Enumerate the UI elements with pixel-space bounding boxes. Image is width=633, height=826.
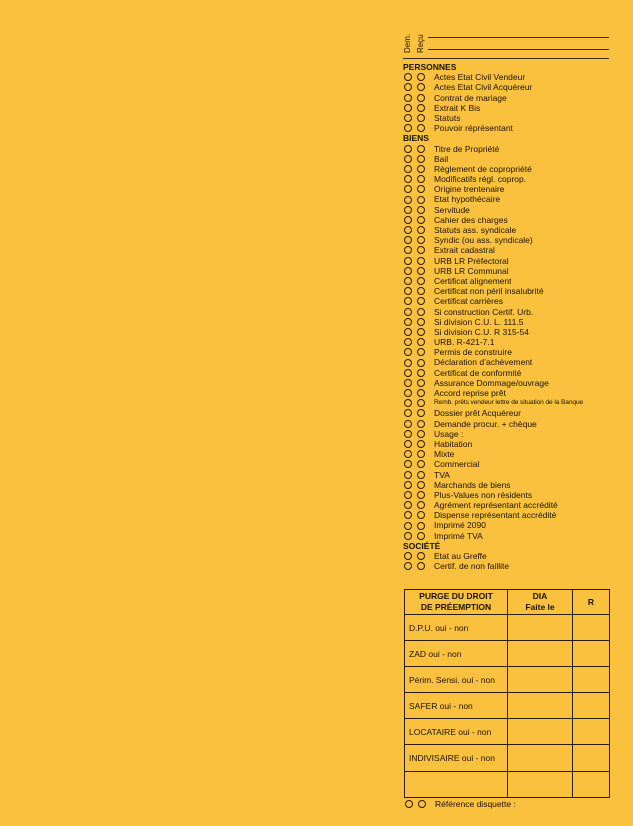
dia-date-cell[interactable] bbox=[508, 615, 573, 641]
checklist-item bbox=[403, 419, 615, 429]
checklist-item-label: Cahier des charges bbox=[434, 214, 508, 225]
checklist-item-label: Déclaration d’achèvement bbox=[434, 357, 533, 368]
requested-circle-icon[interactable] bbox=[404, 369, 412, 377]
received-circle-icon[interactable] bbox=[417, 308, 425, 316]
received-circle-icon[interactable] bbox=[417, 145, 425, 153]
requested-circle-icon[interactable] bbox=[404, 359, 412, 367]
requested-circle-icon[interactable] bbox=[404, 206, 412, 214]
received-circle-icon[interactable] bbox=[417, 501, 425, 509]
requested-circle-icon[interactable] bbox=[404, 440, 412, 448]
preemption-label: LOCATAIRE oui - non bbox=[405, 719, 508, 745]
received-circle-icon[interactable] bbox=[417, 511, 425, 519]
requested-circle-icon[interactable] bbox=[404, 328, 412, 336]
checklist-item bbox=[403, 256, 615, 266]
checklist-item-label: Marchands de biens bbox=[434, 479, 511, 490]
received-circle-icon[interactable] bbox=[417, 196, 425, 204]
checklist-item-label: Habitation bbox=[434, 438, 473, 449]
requested-circle-icon[interactable] bbox=[404, 277, 412, 285]
checklist-item-label: Actes Etat Civil Vendeur bbox=[434, 72, 526, 83]
checklist-item-label: Certificat carrières bbox=[434, 296, 503, 307]
received-circle-icon[interactable] bbox=[417, 257, 425, 265]
r-header: R bbox=[573, 590, 610, 615]
dia-date-cell[interactable] bbox=[508, 667, 573, 693]
received-circle-icon[interactable] bbox=[417, 185, 425, 193]
checklist-item-label: Si division C.U. R 315-54 bbox=[434, 326, 529, 337]
table-row bbox=[405, 771, 610, 797]
requested-circle-icon[interactable] bbox=[404, 124, 412, 132]
requested-circle-icon[interactable] bbox=[404, 114, 412, 122]
checklist-item-label: URB LR Préfectoral bbox=[434, 255, 509, 266]
checklist-item-label: Certificat alignement bbox=[434, 275, 512, 286]
write-line bbox=[428, 37, 609, 38]
checklist-item-label: Statuts ass. syndicale bbox=[434, 225, 517, 235]
table-row bbox=[405, 615, 610, 641]
requested-circle-icon[interactable] bbox=[404, 165, 412, 173]
dia-date-cell[interactable] bbox=[508, 641, 573, 667]
checklist-item bbox=[403, 164, 615, 174]
checklist-item-label: Remb. prêts vendeur lettre de situation de la Banque bbox=[434, 399, 584, 407]
checklist-item-label: Permis de construire bbox=[434, 347, 512, 358]
checklist-item bbox=[403, 429, 615, 439]
checklist-item-label: URB. R-421-7.1 bbox=[434, 337, 495, 348]
received-circle-icon[interactable] bbox=[417, 369, 425, 377]
checklist-panel bbox=[403, 28, 615, 571]
checklist-item bbox=[403, 408, 615, 418]
dia-date-cell[interactable] bbox=[508, 719, 573, 745]
checklist-item bbox=[403, 480, 615, 490]
checklist-item-label: Certif. de non faillite bbox=[434, 561, 510, 572]
received-circle-icon[interactable] bbox=[417, 338, 425, 346]
checklist-item-label: Modificatifs régl. coprop. bbox=[434, 174, 527, 185]
checklist-item bbox=[403, 205, 615, 215]
received-circle-icon[interactable] bbox=[417, 124, 425, 132]
checklist-item-label: Bail bbox=[434, 153, 449, 164]
checklist-item bbox=[403, 307, 615, 317]
preemption-label: ZAD oui - non bbox=[405, 641, 508, 667]
checklist-item-label: Imprimé TVA bbox=[434, 530, 483, 541]
checklist-item-label: Accord reprise prêt bbox=[434, 388, 506, 398]
received-circle-icon[interactable] bbox=[417, 450, 425, 458]
received-circle-icon[interactable] bbox=[417, 552, 425, 560]
checklist-item bbox=[403, 327, 615, 337]
r-cell[interactable] bbox=[573, 771, 610, 797]
checklist-item bbox=[403, 194, 615, 204]
received-circle-icon[interactable] bbox=[417, 104, 425, 112]
requested-circle-icon[interactable] bbox=[404, 236, 412, 244]
received-circle-icon[interactable] bbox=[417, 440, 425, 448]
write-line bbox=[428, 49, 609, 50]
received-circle-icon[interactable] bbox=[417, 267, 425, 275]
checklist-item-label: Etat hypothécaire bbox=[434, 194, 501, 205]
received-circle-icon[interactable] bbox=[417, 236, 425, 244]
checklist-item-label: Agrément représentant accrédité bbox=[434, 500, 558, 511]
checklist-item bbox=[403, 266, 615, 276]
received-circle-icon[interactable] bbox=[417, 399, 425, 407]
checklist-item-label: Dossier prêt Acquéreur bbox=[434, 408, 521, 419]
received-circle-icon[interactable] bbox=[417, 460, 425, 468]
received-circle-icon[interactable] bbox=[417, 481, 425, 489]
checklist-item-label: Plus-Values non résidents bbox=[434, 489, 533, 500]
received-circle-icon[interactable] bbox=[417, 318, 425, 326]
checklist-item-label: Certificat de conformité bbox=[434, 367, 522, 378]
checklist-item bbox=[403, 551, 615, 561]
preemption-label: Périm. Sensi. oui - non bbox=[405, 667, 508, 693]
checklist-item bbox=[403, 337, 615, 347]
received-circle-icon[interactable] bbox=[417, 348, 425, 356]
requested-circle-icon[interactable] bbox=[404, 104, 412, 112]
requested-circle-icon[interactable] bbox=[404, 94, 412, 102]
checklist-item bbox=[403, 347, 615, 357]
received-circle-icon[interactable] bbox=[417, 420, 425, 428]
checklist-item bbox=[403, 439, 615, 449]
circle-checkbox-icon[interactable] bbox=[405, 800, 413, 808]
checklist-item bbox=[403, 93, 615, 103]
requested-circle-icon[interactable] bbox=[404, 511, 412, 519]
requested-circle-icon[interactable] bbox=[404, 409, 412, 417]
requested-circle-icon[interactable] bbox=[404, 318, 412, 326]
checklist-item bbox=[403, 357, 615, 367]
disk-reference-row bbox=[404, 799, 516, 809]
requested-circle-icon[interactable] bbox=[404, 348, 412, 356]
dia-date-cell[interactable] bbox=[508, 771, 573, 797]
requested-circle-icon[interactable] bbox=[404, 399, 412, 407]
checklist-item-label: Statuts bbox=[434, 112, 461, 123]
checklist-item bbox=[403, 154, 615, 164]
checklist-item bbox=[403, 276, 615, 286]
requested-circle-icon[interactable] bbox=[404, 287, 412, 295]
checklist-item bbox=[403, 82, 615, 92]
requested-circle-icon[interactable] bbox=[404, 216, 412, 224]
requested-circle-icon[interactable] bbox=[404, 308, 412, 316]
requested-circle-icon[interactable] bbox=[404, 226, 412, 234]
requested-circle-icon[interactable] bbox=[404, 491, 412, 499]
table-row bbox=[405, 719, 610, 745]
checklist-item bbox=[403, 459, 615, 469]
checklist-item-label: Syndic (ou ass. syndicale) bbox=[434, 235, 533, 246]
checklist-item bbox=[403, 296, 615, 306]
checklist-item bbox=[403, 215, 615, 225]
requested-circle-icon[interactable] bbox=[404, 155, 412, 163]
requested-circle-icon[interactable] bbox=[404, 338, 412, 346]
checklist-item-label: Certificat non péril insalubrité bbox=[434, 286, 544, 297]
checklist-item bbox=[403, 245, 615, 255]
received-circle-icon[interactable] bbox=[417, 287, 425, 295]
requested-circle-icon[interactable] bbox=[404, 73, 412, 81]
checklist-item bbox=[403, 378, 615, 388]
requested-circle-icon[interactable] bbox=[404, 471, 412, 479]
checklist-item bbox=[403, 561, 615, 571]
requested-circle-icon[interactable] bbox=[404, 562, 412, 570]
checklist-item bbox=[403, 184, 615, 194]
received-circle-icon[interactable] bbox=[417, 226, 425, 234]
requested-circle-icon[interactable] bbox=[404, 196, 412, 204]
checklist-item-label: TVA bbox=[434, 469, 450, 480]
checklist-item-label: Si division C.U. L. 111.5 bbox=[434, 316, 524, 327]
checklist-item-label: Pouvoir réprésentant bbox=[434, 123, 513, 134]
checklist-item bbox=[403, 470, 615, 480]
checklist-item-label: Actes Etat Civil Acquéreur bbox=[434, 82, 533, 93]
received-circle-icon[interactable] bbox=[417, 430, 425, 438]
r-cell[interactable] bbox=[573, 641, 610, 667]
checklist-item bbox=[403, 103, 615, 113]
requested-circle-icon[interactable] bbox=[404, 389, 412, 397]
requested-circle-icon[interactable] bbox=[404, 257, 412, 265]
requested-circle-icon[interactable] bbox=[404, 481, 412, 489]
requested-circle-icon[interactable] bbox=[404, 379, 412, 387]
checklist-item-label: Extrait K Bis bbox=[434, 102, 481, 113]
preemption-table bbox=[404, 589, 610, 798]
requested-circle-icon[interactable] bbox=[404, 552, 412, 560]
section-title: PERSONNES bbox=[403, 62, 457, 72]
checklist-item-label: Titre de Propriété bbox=[434, 143, 500, 154]
r-cell[interactable] bbox=[573, 693, 610, 719]
received-circle-icon[interactable] bbox=[417, 114, 425, 122]
received-circle-icon[interactable] bbox=[417, 522, 425, 530]
requested-circle-icon[interactable] bbox=[404, 246, 412, 254]
table-row bbox=[405, 693, 610, 719]
checklist-item-label: Dispense représentant accrédité bbox=[434, 510, 557, 521]
checklist-item bbox=[403, 531, 615, 541]
checklist-item bbox=[403, 398, 615, 408]
checklist-item-label: Usage : bbox=[434, 428, 464, 439]
requested-circle-icon[interactable] bbox=[404, 83, 412, 91]
checklist-item bbox=[403, 235, 615, 245]
received-circle-icon[interactable] bbox=[417, 246, 425, 254]
received-circle-icon[interactable] bbox=[417, 379, 425, 387]
checklist-item-label: Servitude bbox=[434, 204, 470, 215]
requested-circle-icon[interactable] bbox=[404, 145, 412, 153]
checklist-item-label: Si construction Certif. Urb. bbox=[434, 306, 534, 317]
requested-circle-icon[interactable] bbox=[404, 460, 412, 468]
preemption-label: SAFER oui - non bbox=[405, 693, 508, 719]
section-title: BIENS bbox=[403, 133, 429, 144]
received-circle-icon[interactable] bbox=[417, 328, 425, 336]
checklist-item-label: Règlement de copropriété bbox=[434, 163, 532, 174]
checklist-item-label: Contrat de mariage bbox=[434, 92, 507, 103]
received-circle-icon[interactable] bbox=[417, 409, 425, 417]
checklist-item bbox=[403, 317, 615, 327]
table-row bbox=[405, 667, 610, 693]
checklist-item-label: Demande procur. + chèque bbox=[434, 418, 537, 429]
dem-label: Dem. bbox=[403, 33, 412, 53]
requested-circle-icon[interactable] bbox=[404, 450, 412, 458]
requested-circle-icon[interactable] bbox=[404, 420, 412, 428]
r-cell[interactable] bbox=[573, 745, 610, 771]
requested-circle-icon[interactable] bbox=[404, 185, 412, 193]
checklist-item-label: URB LR Communal bbox=[434, 265, 509, 276]
disk-reference-label: Référence disquette : bbox=[435, 799, 516, 809]
checklist-item bbox=[403, 500, 615, 510]
requested-circle-icon[interactable] bbox=[404, 267, 412, 275]
checklist-item bbox=[403, 123, 615, 133]
checklist-item bbox=[403, 286, 615, 296]
checklist-item bbox=[403, 520, 615, 530]
checklist-header bbox=[403, 28, 615, 58]
received-circle-icon[interactable] bbox=[417, 165, 425, 173]
checklist-item-label: Extrait cadastral bbox=[434, 245, 495, 256]
requested-circle-icon[interactable] bbox=[404, 175, 412, 183]
checklist-item bbox=[403, 368, 615, 378]
received-circle-icon[interactable] bbox=[417, 277, 425, 285]
received-circle-icon[interactable] bbox=[417, 471, 425, 479]
requested-circle-icon[interactable] bbox=[404, 297, 412, 305]
table-row bbox=[405, 641, 610, 667]
requested-circle-icon[interactable] bbox=[404, 501, 412, 509]
received-circle-icon[interactable] bbox=[417, 206, 425, 214]
recu-label: Reçu bbox=[416, 34, 425, 53]
checklist-item bbox=[403, 449, 615, 459]
table-row bbox=[405, 745, 610, 771]
received-circle-icon[interactable] bbox=[417, 94, 425, 102]
checklist-item-label: Mixte bbox=[434, 449, 455, 460]
sections-container bbox=[403, 62, 615, 571]
received-circle-icon[interactable] bbox=[417, 73, 425, 81]
requested-circle-icon[interactable] bbox=[404, 532, 412, 540]
checklist-item-label: Origine trentenaire bbox=[434, 184, 505, 195]
dia-date-cell[interactable] bbox=[508, 745, 573, 771]
checklist-item bbox=[403, 510, 615, 520]
received-circle-icon[interactable] bbox=[417, 562, 425, 570]
received-circle-icon[interactable] bbox=[417, 155, 425, 163]
checklist-item-label: Etat au Greffe bbox=[434, 551, 487, 561]
received-circle-icon[interactable] bbox=[417, 491, 425, 499]
received-circle-icon[interactable] bbox=[417, 297, 425, 305]
section-title: SOCIÉTÉ bbox=[403, 540, 441, 551]
received-circle-icon[interactable] bbox=[417, 83, 425, 91]
dia-date-cell[interactable] bbox=[508, 693, 573, 719]
r-cell[interactable] bbox=[573, 719, 610, 745]
checklist-item bbox=[403, 174, 615, 184]
requested-circle-icon[interactable] bbox=[404, 522, 412, 530]
requested-circle-icon[interactable] bbox=[404, 430, 412, 438]
preemption-header: PURGE DU DROIT DE PRÉEMPTION bbox=[405, 590, 508, 615]
checklist-item-label: Commercial bbox=[434, 459, 480, 470]
received-circle-icon[interactable] bbox=[417, 359, 425, 367]
checklist-item bbox=[403, 388, 615, 398]
checklist-item bbox=[403, 490, 615, 500]
preemption-label: INDIVISAIRE oui - non bbox=[405, 745, 508, 771]
received-circle-icon[interactable] bbox=[417, 389, 425, 397]
preemption-label bbox=[405, 771, 508, 797]
checklist-item bbox=[403, 144, 615, 154]
preemption-label: D.P.U. oui - non bbox=[405, 615, 508, 641]
received-circle-icon[interactable] bbox=[417, 216, 425, 224]
circle-checkbox-icon[interactable] bbox=[418, 800, 426, 808]
checklist-item bbox=[403, 72, 615, 82]
checklist-item-label: Assurance Dommage/ouvrage bbox=[434, 377, 549, 388]
checklist-item bbox=[403, 225, 615, 235]
checklist-item-label: Imprimé 2090 bbox=[434, 520, 486, 531]
r-cell[interactable] bbox=[573, 615, 610, 641]
r-cell[interactable] bbox=[573, 667, 610, 693]
received-circle-icon[interactable] bbox=[417, 175, 425, 183]
divider bbox=[403, 58, 609, 59]
received-circle-icon[interactable] bbox=[417, 532, 425, 540]
dia-header: DIA Faite le bbox=[508, 590, 573, 615]
checklist-item bbox=[403, 113, 615, 123]
